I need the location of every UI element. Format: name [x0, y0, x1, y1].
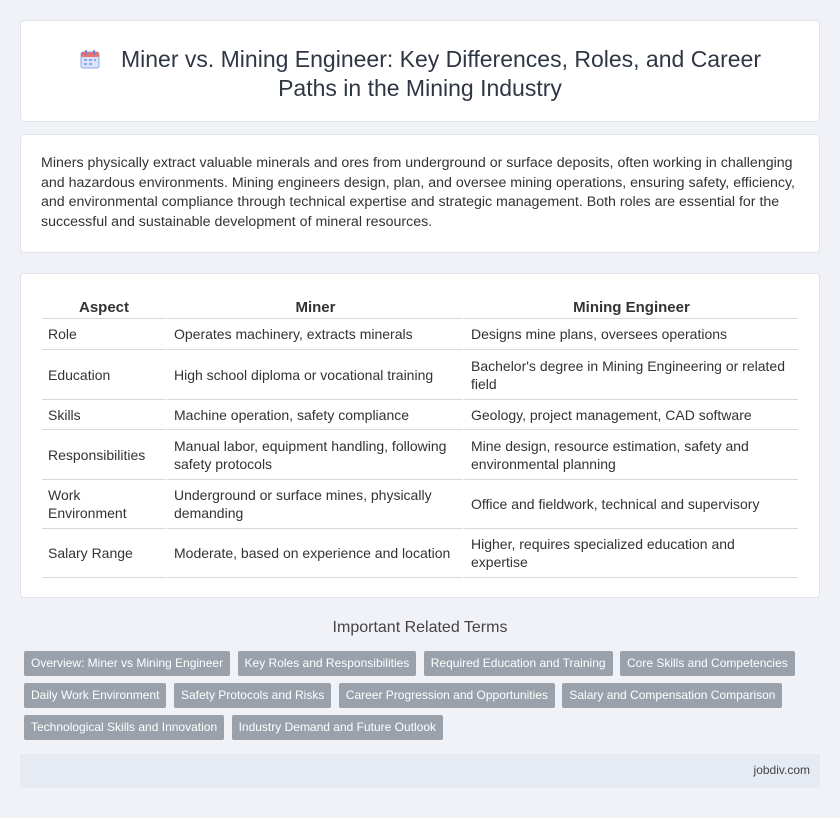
cell-miner: Manual labor, equipment handling, following safety protocols [166, 430, 463, 480]
cell-miner: Operates machinery, extracts minerals [166, 319, 463, 350]
related-term-tag[interactable]: Salary and Compensation Comparison [562, 683, 782, 708]
intro-card [20, 134, 820, 253]
cell-aspect: Responsibilities [42, 430, 166, 480]
header-mining-engineer: Mining Engineer [463, 297, 798, 319]
cell-aspect: Role [42, 319, 166, 350]
table-row [42, 350, 798, 400]
related-term-tag[interactable]: Technological Skills and Innovation [24, 715, 224, 740]
page-title: Miner vs. Mining Engineer: Key Differences, Roles, and Career Paths in the Mining Industry [120, 46, 762, 101]
comparison-table [42, 297, 798, 578]
cell-aspect: Work Environment [42, 480, 166, 529]
table-header-row [42, 297, 798, 319]
cell-aspect: Skills [42, 400, 166, 430]
related-term-tag[interactable]: Safety Protocols and Risks [174, 683, 331, 708]
intro-paragraph: Miners physically extract valuable minerals and ores from underground or surface deposits, often working in challenging and hazardous environments. Mining engineers design, plan, and oversee mining operations, ensuring safety, efficiency, and environmental compliance through technical expertise and strategic management. Both roles are essential for the successful and sustainable development of mineral resources. [41, 155, 795, 230]
header-miner: Miner [166, 297, 463, 319]
cell-engineer: Geology, project management, CAD software [463, 400, 798, 430]
cell-engineer: Higher, requires specialized education and expertise [463, 529, 798, 578]
cell-miner: Underground or surface mines, physically demanding [166, 480, 463, 529]
cell-aspect: Education [42, 350, 166, 400]
calendar-icon [79, 48, 101, 70]
table-row [42, 400, 798, 430]
footer [20, 754, 820, 788]
cell-aspect: Salary Range [42, 529, 166, 578]
cell-engineer: Designs mine plans, oversees operations [463, 319, 798, 350]
related-term-tag[interactable]: Industry Demand and Future Outlook [232, 715, 443, 740]
header-card [20, 20, 820, 122]
related-term-tag[interactable]: Key Roles and Responsibilities [238, 651, 417, 676]
related-terms-list [24, 651, 814, 747]
cell-miner: Moderate, based on experience and location [166, 529, 463, 578]
table-row [42, 430, 798, 480]
related-term-tag[interactable]: Core Skills and Competencies [620, 651, 795, 676]
table-row [42, 319, 798, 350]
table-row [42, 529, 798, 578]
table-row [42, 480, 798, 529]
cell-engineer: Bachelor's degree in Mining Engineering or related field [463, 350, 798, 400]
cell-miner: High school diploma or vocational training [166, 350, 463, 400]
footer-site-link[interactable]: jobdiv.com [753, 763, 810, 777]
related-term-tag[interactable]: Career Progression and Opportunities [339, 683, 555, 708]
cell-miner: Machine operation, safety compliance [166, 400, 463, 430]
related-term-tag[interactable]: Daily Work Environment [24, 683, 166, 708]
cell-engineer: Mine design, resource estimation, safety and environmental planning [463, 430, 798, 480]
cell-engineer: Office and fieldwork, technical and supervisory [463, 480, 798, 529]
comparison-card [20, 273, 820, 598]
related-term-tag[interactable]: Overview: Miner vs Mining Engineer [24, 651, 230, 676]
related-terms-title: Important Related Terms [332, 619, 508, 636]
related-term-tag[interactable]: Required Education and Training [424, 651, 613, 676]
header-aspect: Aspect [42, 297, 166, 319]
